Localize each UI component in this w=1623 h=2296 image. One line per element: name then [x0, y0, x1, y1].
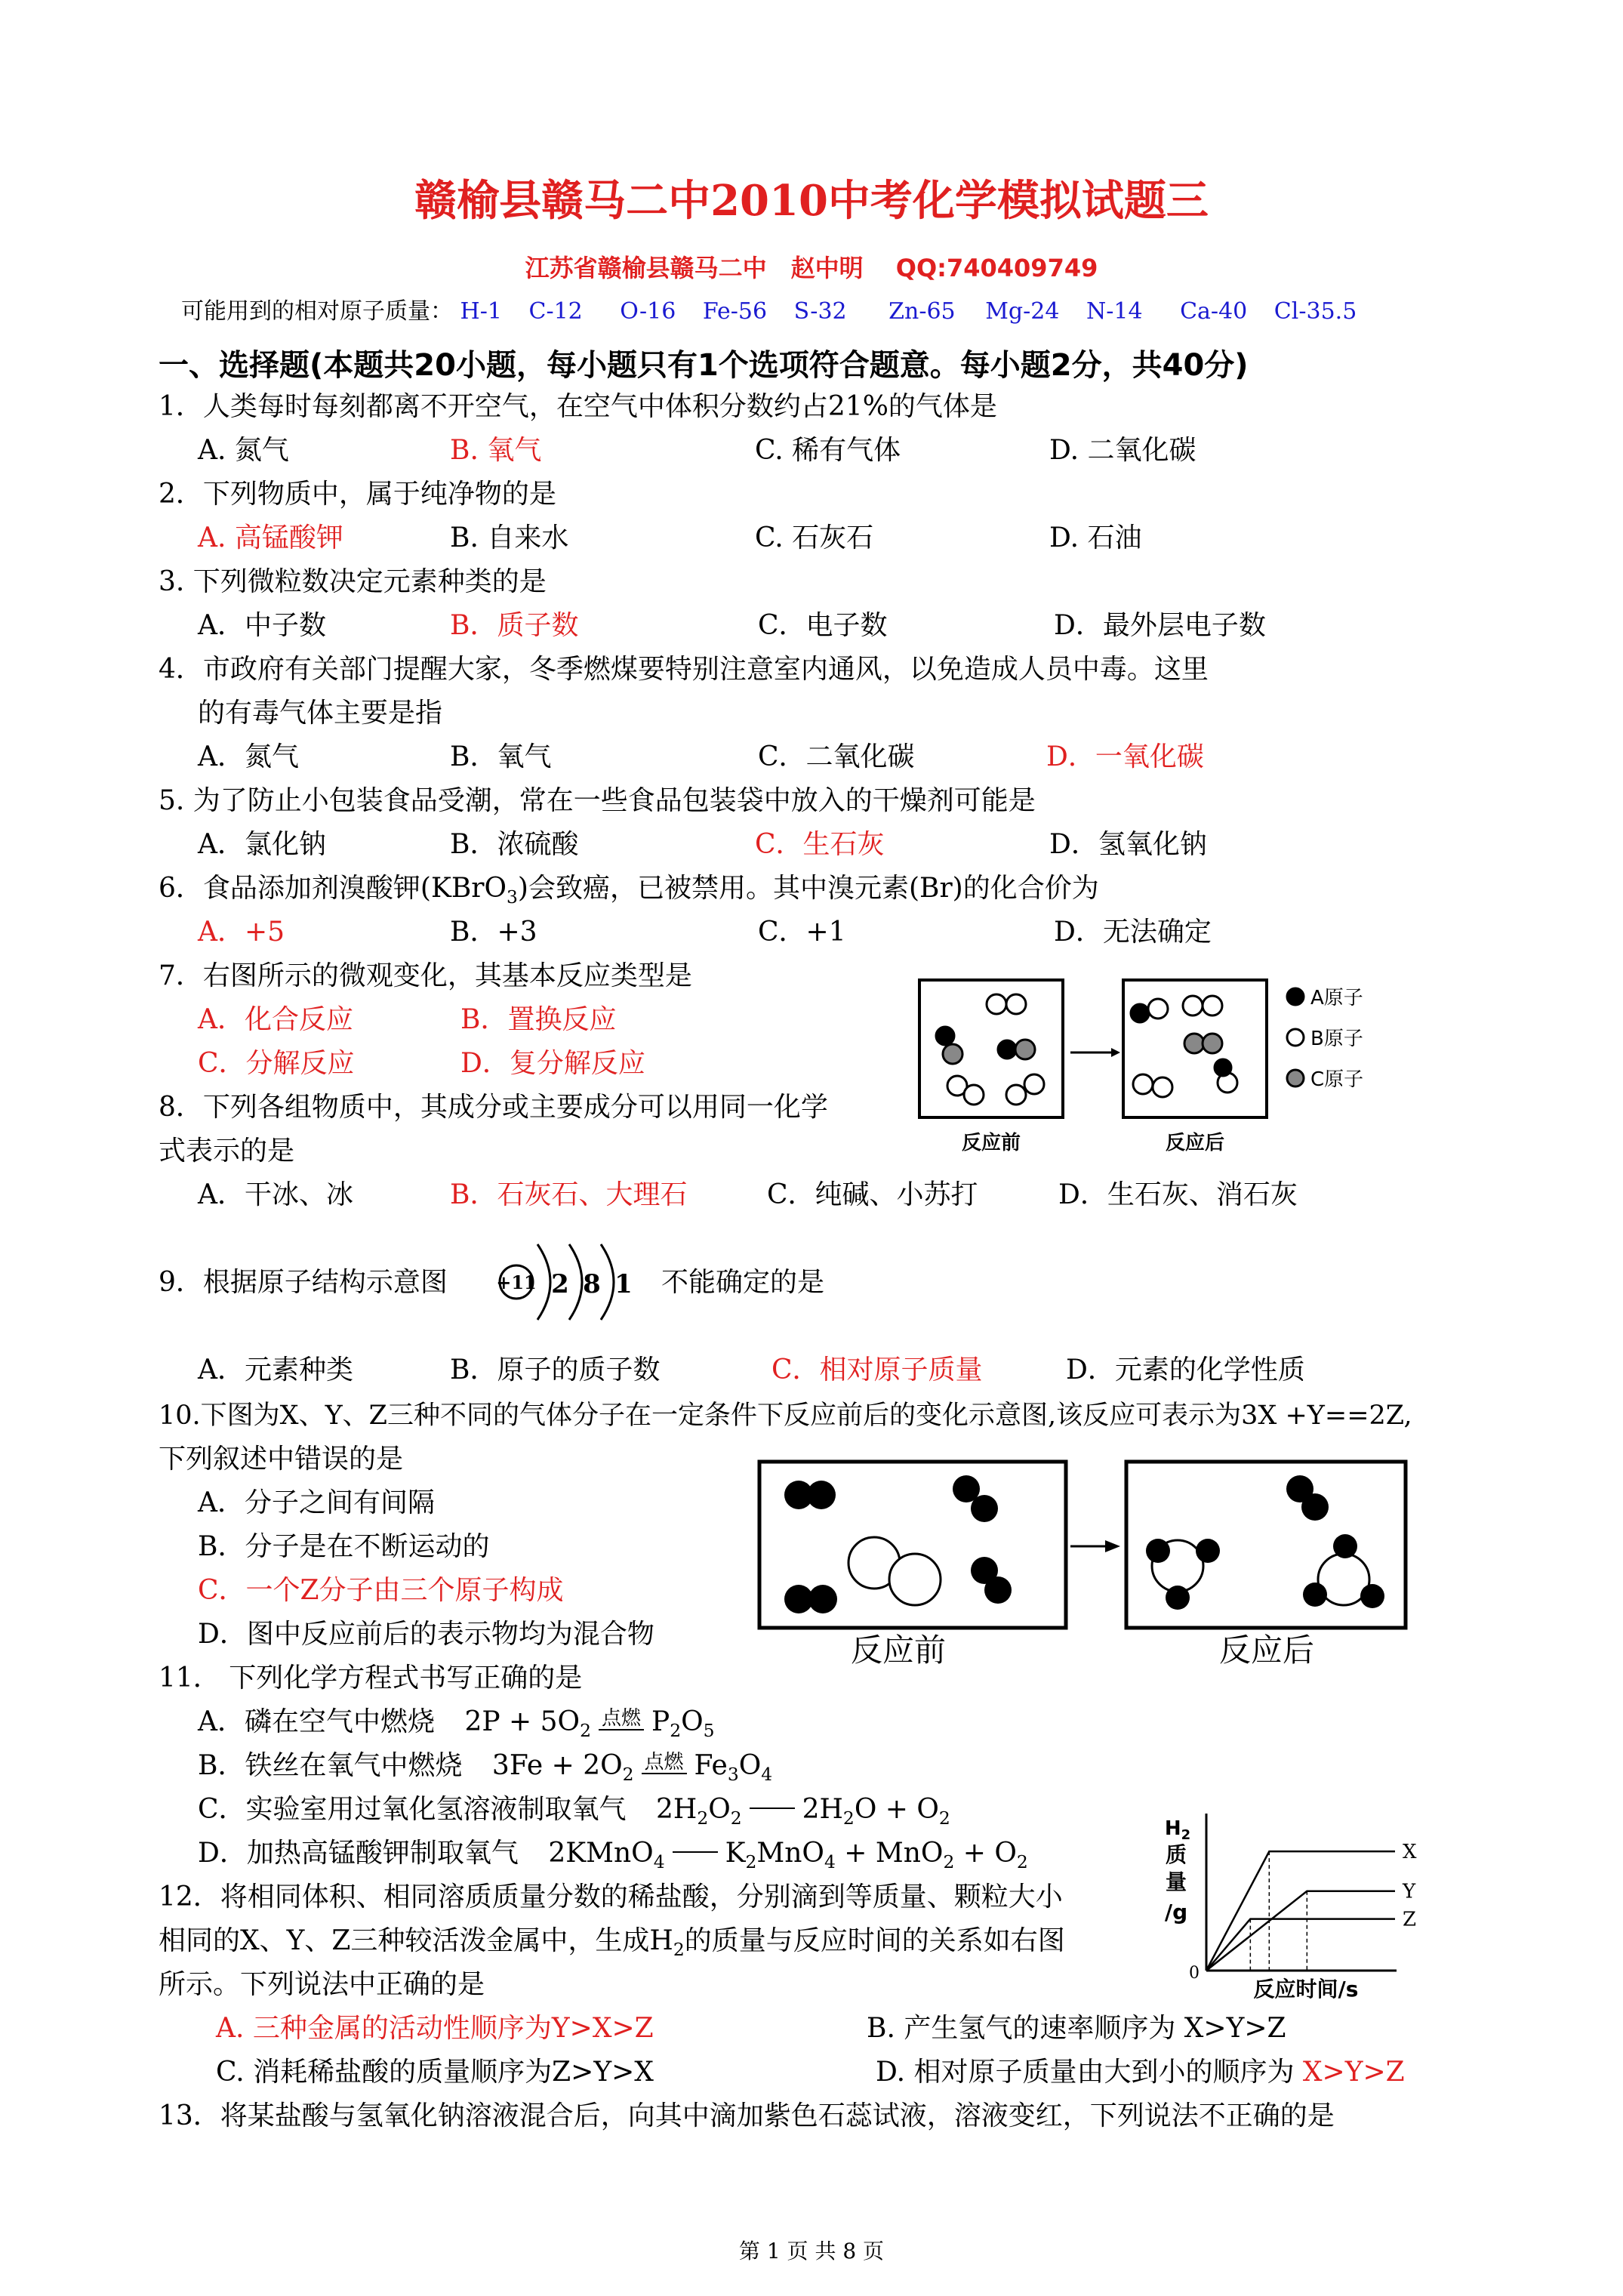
h2-mass-time-chart [1155, 1808, 1417, 2002]
q1-option-b: B. 氧气 [450, 435, 542, 466]
q7-after-molecules [1131, 996, 1237, 1097]
chart-series-label-x: X [1403, 1841, 1417, 1864]
q8-stem-line2: 式表示的是 [159, 1136, 295, 1166]
q6-option-c: C．+1 [758, 917, 846, 948]
q11-arrow-a [599, 1708, 644, 1730]
atom-shell-1-arc [537, 1244, 550, 1320]
atomic-mass-label: 可能用到的相对原子质量： [181, 298, 453, 325]
q11-option-d-text: D．加热高锰酸钾制取氧气 [198, 1838, 519, 1869]
q12-option-a: A. 三种金属的活动性顺序为Y>X>Z [216, 2013, 654, 2044]
q4-stem-line1: 4．市政府有关部门提醒大家，冬季燃煤要特别注意室内通风，以免造成人员中毒。这里 [159, 654, 1209, 685]
q7-legend-c: C原子 [1310, 1068, 1364, 1091]
q2-option-a: A. 高锰酸钾 [198, 522, 343, 553]
q7-label-after: 反应后 [1165, 1132, 1225, 1154]
q7-option-c: C．分解反应 [198, 1048, 355, 1079]
chart-series-label-y: Y [1403, 1880, 1416, 1903]
q7-before-molecules [936, 994, 1044, 1105]
atom-structure-diagram [495, 1228, 661, 1326]
chart-series-line-x [1206, 1851, 1395, 1971]
chart-y-label-mass2: 量 [1165, 1869, 1187, 1894]
q7-legend-a-swatch [1287, 988, 1304, 1005]
q7-legend-a: A原子 [1310, 987, 1363, 1009]
q11-condition-a: 点燃 [599, 1708, 644, 1730]
q4-option-a: A．氮气 [198, 741, 299, 772]
atomic-mass-zn: Zn-65 [888, 298, 956, 325]
q10-before-molecules [784, 1475, 1012, 1613]
q8-stem-line1: 8．下列各组物质中，其成分或主要成分可以用同一化学 [159, 1092, 828, 1123]
q8-option-a: A．干冰、冰 [198, 1179, 353, 1210]
q11-option-c-text: C．实验室用过氧化氢溶液制取氧气 [198, 1794, 627, 1825]
q8-option-b: B．石灰石、大理石 [450, 1179, 688, 1210]
q2-option-d: D. 石油 [1049, 522, 1142, 553]
q12-option-d-answer: X>Y>Z [1302, 2057, 1405, 2088]
q11-arrow-b [642, 1752, 687, 1774]
q11-condition-b: 点燃 [642, 1752, 687, 1774]
page-title: 赣榆县赣马二中2010中考化学模拟试题三 [414, 176, 1209, 226]
atom-shell-2: 8 [583, 1269, 601, 1299]
atomic-mass-ca: Ca-40 [1180, 298, 1248, 325]
q5-stem: 5. 为了防止小包装食品受潮，常在一些食品包装袋中放入的干燥剂可能是 [159, 785, 1036, 816]
q10-molecule-figure [755, 1457, 1419, 1676]
q6-option-b: B．+3 [450, 917, 537, 948]
q3-option-c: C．电子数 [758, 610, 888, 641]
q7-reaction-figure [913, 974, 1397, 1170]
atomic-mass-o: O-16 [620, 298, 676, 325]
q9-stem: 9．根据原子结构示意图 [159, 1267, 448, 1298]
q12-option-c: C. 消耗稀盐酸的质量顺序为Z>Y>X [216, 2057, 654, 2088]
q12-stem-line1: 12．将相同体积、相同溶质质量分数的稀盐酸，分别滴到等质量、颗粒大小 [159, 1881, 1063, 1912]
chart-origin-label: 0 [1189, 1964, 1200, 1983]
q11-option-d [198, 1836, 1028, 1879]
q8-option-c: C．纯碱、小苏打 [767, 1179, 978, 1210]
q6-option-d: D．无法确定 [1054, 917, 1212, 948]
chart-x-label: 反应时间/s [1253, 1977, 1359, 2002]
chart-y-label-unit: /g [1164, 1900, 1188, 1925]
q11-option-a-text: A．磷在空气中燃烧 [198, 1706, 435, 1737]
chart-series-label-z: Z [1403, 1908, 1417, 1931]
q3-option-a: A．中子数 [198, 610, 326, 641]
q6-stem-sub: 3 [507, 886, 518, 908]
q2-stem: 2．下列物质中，属于纯净物的是 [159, 479, 556, 510]
q12-option-d-text: D. 相对原子质量由大到小的顺序为 [876, 2057, 1303, 2088]
q9-option-d: D．元素的化学性质 [1066, 1354, 1305, 1385]
q12-option-d [876, 2055, 1405, 2090]
q7-arrowhead [1111, 1048, 1120, 1057]
q2-option-b: B. 自来水 [450, 522, 569, 553]
q3-option-d: D．最外层电子数 [1054, 610, 1266, 641]
q6-stem-b: )会致癌，已被禁用。其中溴元素(Br)的化合价为 [517, 873, 1099, 904]
atom-shell-2-arc [569, 1244, 582, 1320]
q11-product-c: $2H_2O + O_2$ [802, 1794, 950, 1829]
atomic-mass-cl: Cl-35.5 [1273, 298, 1357, 325]
q10-option-d: D．图中反应前后的表示物均为混合物 [198, 1619, 654, 1650]
q12-stem2-a: 相同的X、Y、Z三种较活泼金属中，生成H [159, 1925, 673, 1956]
q4-option-d: D．一氧化碳 [1046, 741, 1204, 772]
q9-stem-end: 不能确定的是 [661, 1267, 825, 1298]
atom-shell-3-arc [601, 1244, 614, 1320]
q5-option-c: C．生石灰 [755, 829, 885, 860]
q13-stem: 13．将某盐酸与氢氧化钠溶液混合后，向其中滴加紫色石蕊试液，溶液变红，下列说法不正确的是 [159, 2100, 1335, 2131]
q7-option-a: A．化合反应 [198, 1004, 353, 1035]
atom-shell-1: 2 [551, 1269, 569, 1299]
atom-shell-3: 1 [614, 1269, 633, 1299]
q11-product-b: $Fe_3O_4$ [694, 1750, 773, 1786]
q12-stem-line2 [159, 1924, 1065, 1967]
q1-option-a: A. 氮气 [198, 435, 289, 466]
q10-arrowhead [1105, 1540, 1120, 1552]
q7-stem: 7．右图所示的微观变化，其基本反应类型是 [159, 960, 692, 991]
q6-stem-a: 6．食品添加剂溴酸钾(KBrO [159, 873, 507, 904]
q7-legend-c-swatch [1287, 1070, 1304, 1086]
q10-option-c: C．一个Z分子由三个原子构成 [198, 1575, 564, 1606]
q10-label-after: 反应后 [1218, 1632, 1315, 1669]
chart-series-line-y [1206, 1891, 1395, 1971]
q7-label-before: 反应前 [961, 1132, 1021, 1154]
q10-label-before: 反应前 [850, 1632, 947, 1669]
page-footer: 第 1 页 共 8 页 [738, 2239, 885, 2264]
chart-series-line-z [1206, 1919, 1395, 1971]
q11-equation-b: $3Fe + 2O_2$ [491, 1750, 634, 1786]
q11-option-b [198, 1749, 772, 1792]
chart-series-group [1206, 1841, 1417, 1971]
atomic-mass-h: H-1 [460, 298, 502, 325]
q11-option-b-text: B．铁丝在氧气中燃烧 [198, 1750, 463, 1781]
q9-option-c: C．相对原子质量 [771, 1354, 983, 1385]
q5-option-b: B．浓硫酸 [450, 829, 579, 860]
q10-after-molecules [1146, 1475, 1384, 1610]
q11-arrow-c [750, 1808, 795, 1809]
q12-option-b: B. 产生氢气的速率顺序为 X>Y>Z [867, 2013, 1286, 2044]
atomic-mass-line [181, 294, 1357, 329]
q11-stem: 11． 下列化学方程式书写正确的是 [159, 1663, 583, 1693]
q11-arrow-d [673, 1851, 718, 1853]
atom-nucleus-label: +11 [496, 1271, 537, 1293]
q4-option-b: B．氧气 [450, 741, 552, 772]
q9-option-a: A．元素种类 [198, 1354, 353, 1385]
q4-stem-line2: 的有毒气体主要是指 [198, 698, 443, 729]
q3-option-b: B．质子数 [450, 610, 579, 641]
q4-option-c: C．二氧化碳 [758, 741, 915, 772]
q11-product-a: $P_2O_5$ [651, 1706, 715, 1742]
q10-option-a: A．分子之间有间隔 [198, 1487, 435, 1518]
q7-option-d: D．复分解反应 [460, 1048, 645, 1079]
q9-option-b: B．原子的质子数 [450, 1354, 661, 1385]
q6-stem [159, 871, 1099, 914]
q11-equation-c: $2H_2O_2$ [656, 1794, 742, 1829]
q1-stem: 1．人类每时每刻都离不开空气，在空气中体积分数约占21%的气体是 [159, 391, 997, 422]
q11-option-c [198, 1792, 950, 1835]
q7-option-b: B．置换反应 [460, 1004, 617, 1035]
q5-option-a: A．氯化钠 [198, 829, 326, 860]
q7-legend-b-swatch [1287, 1029, 1304, 1046]
q12-stem2-b: 的质量与反应时间的关系如右图 [684, 1925, 1065, 1956]
q5-option-d: D．氢氧化钠 [1049, 829, 1207, 860]
q11-option-a [198, 1705, 715, 1748]
section-heading: 一、选择题(本题共20小题，每小题只有1个选项符合题意。每小题2分，共40分) [159, 348, 1249, 383]
q12-stem2-sub: 2 [673, 1939, 685, 1961]
q7-legend-b: B原子 [1310, 1028, 1363, 1050]
q10-option-b: B．分子是在不断运动的 [198, 1531, 490, 1562]
q10-stem-line1: 10.下图为X、Y、Z三种不同的气体分子在一定条件下反应前后的变化示意图,该反应可表示为3X +Y==2Z, [159, 1401, 1412, 1431]
q3-stem: 3. 下列微粒数决定元素种类的是 [159, 566, 547, 597]
q10-stem-line2: 下列叙述中错误的是 [159, 1444, 404, 1475]
q2-option-c: C. 石灰石 [755, 522, 874, 553]
chart-y-label-mass1: 质 [1165, 1842, 1187, 1867]
q1-option-c: C. 稀有气体 [755, 435, 901, 466]
atomic-mass-n: N-14 [1086, 298, 1143, 325]
q11-equation-a: $2P + 5O_2$ [464, 1706, 591, 1742]
atomic-mass-fe: Fe-56 [702, 298, 768, 325]
q11-product-d: $K_2MnO_4 + MnO_2 + O_2$ [725, 1838, 1028, 1873]
atomic-mass-c: C-12 [528, 298, 583, 325]
chart-y-label-h2: $H_2$ [1164, 1817, 1191, 1843]
q11-equation-d: 2KMnO$_4$ [548, 1838, 665, 1873]
atomic-mass-mg: Mg-24 [985, 298, 1060, 325]
q1-option-d: D. 二氧化碳 [1049, 435, 1196, 466]
q8-option-d: D．生石灰、消石灰 [1058, 1179, 1298, 1210]
atomic-mass-s: S-32 [793, 298, 847, 325]
q6-option-a: A．+5 [198, 917, 285, 948]
author-line: 江苏省赣榆县赣马二中 赵中明 QQ:740409749 [525, 254, 1098, 282]
q12-stem-line3: 所示。下列说法中正确的是 [159, 1969, 485, 2000]
